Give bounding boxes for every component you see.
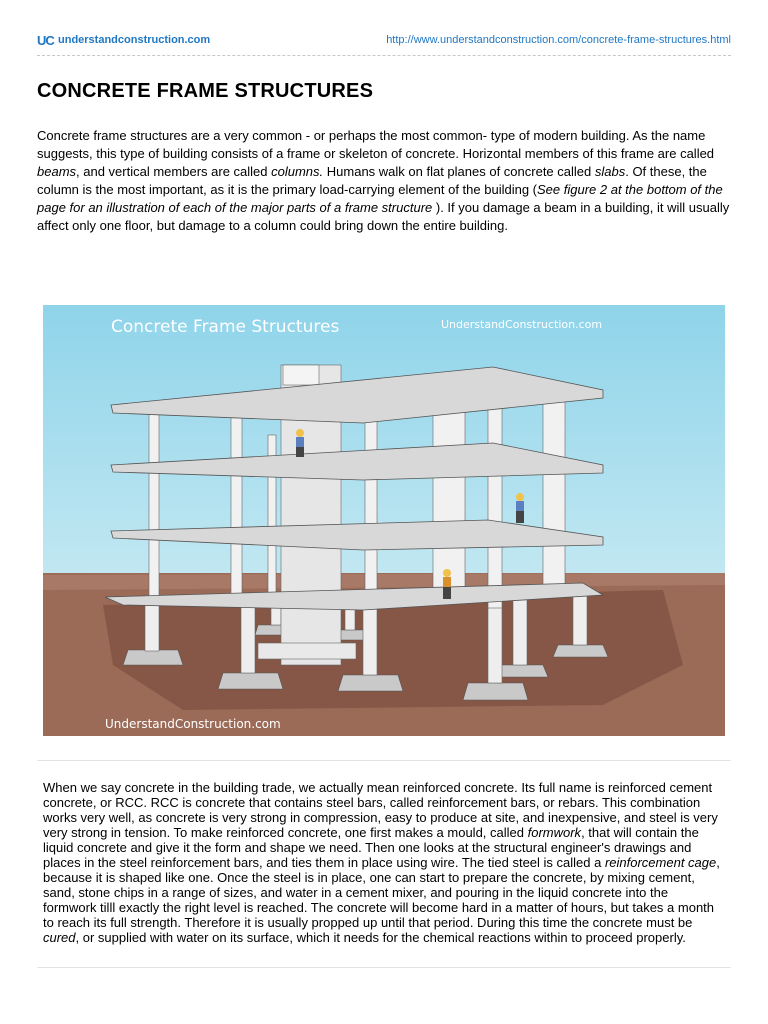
footing [123, 650, 183, 665]
figure-watermark-top: UnderstandConstruction.com [441, 318, 603, 331]
intro-text-2: , and vertical members are called [76, 164, 272, 179]
header-divider [37, 55, 731, 56]
intro-term-columns: columns. [271, 164, 324, 179]
rcc-paragraph [43, 780, 725, 945]
intro-term-beams: beams [37, 164, 77, 179]
column [363, 605, 377, 675]
site-name-link[interactable]: understandconstruction.com [58, 34, 211, 46]
intro-text-4: . Of these, the column is the most important, as it is the primary load-carrying element of the building ( [37, 164, 707, 197]
column [241, 605, 255, 673]
body-text-2: , that will contain the liquid concrete and give it the form and shape we need. Then one looks at the structural engineer's drawings and places in the steel reinforcement bars, and ties them in place using wire. The tied steel is called a [43, 825, 699, 870]
roof-block [283, 365, 319, 385]
worker [516, 493, 524, 523]
body-text-4: , or supplied with water on its surface, which it needs for the chemical reactions within to proceed properly. [75, 930, 686, 945]
column [231, 405, 242, 600]
body-term-cured: cured [43, 930, 76, 945]
worker [296, 429, 304, 457]
footing [463, 683, 528, 700]
page-url-link[interactable]: http://www.understandconstruction.com/concrete-frame-structures.html [386, 34, 731, 46]
column [488, 603, 502, 683]
body-text-1: When we say concrete in the building trade, we actually mean reinforced concrete. Its full name is reinforced cement concrete, or RCC. RCC is concrete that contains steel bars, called reinforcement bars, or rebars. This combination works very well, as concrete is very strong in compression, easy to produce at site, and inexpensive, and steel is very very strong in tension. To make reinforced concrete, one first makes a mould, called [43, 780, 718, 840]
worker [443, 569, 451, 599]
column [149, 413, 159, 598]
page-title: CONCRETE FRAME STRUCTURES [37, 80, 374, 102]
body-term-reinforcement-cage: reinforcement cage [604, 855, 717, 870]
site-logo-icon[interactable]: UC [37, 33, 54, 48]
intro-text-3: Humans walk on flat planes of concrete called [323, 164, 595, 179]
intro-paragraph [37, 127, 731, 235]
section-divider-top [37, 760, 731, 761]
footing [553, 645, 608, 657]
intro-text-1: Concrete frame structures are a very common - or perhaps the most common- type of modern building. As the name suggests, this type of building consists of a frame or skeleton of concrete. Horizontal members of this frame are called [37, 128, 715, 161]
figure-title: Concrete Frame Structures [111, 317, 340, 337]
intro-term-slabs: slabs [594, 164, 626, 179]
building-illustration [43, 305, 725, 736]
column [543, 395, 565, 595]
footing [218, 673, 283, 689]
page-header [37, 30, 731, 54]
figure-watermark-bottom: UnderstandConstruction.com [105, 717, 281, 731]
section-divider-bottom [37, 967, 731, 968]
footing [338, 675, 403, 691]
intro-figure-reference: See figure 2 at the bottom of the page for an illustration of each of the major parts of a frame structure [37, 182, 723, 215]
intro-text-5: ). If you damage a beam in a building, it will usually affect only one floor, but damage to a column could bring down the entire building. [37, 200, 730, 233]
body-term-formwork: formwork [527, 825, 582, 840]
column [513, 595, 527, 665]
illustration-svg [43, 305, 725, 736]
body-text-3: , because it is shaped like one. Once the steel is in place, one can start to prepare the concrete, by mixing cement, sand, stone chips in a range of sizes, and water in a cement mixer, and pouring in the liquid concrete into the formwork tilll exactly the right level is reached. The concrete will become hard in a matter of hours, but takes a month to reach its full strength. Therefore it is usually propped up until that period. During this time the concrete must be [43, 855, 720, 930]
core-base [258, 643, 356, 659]
